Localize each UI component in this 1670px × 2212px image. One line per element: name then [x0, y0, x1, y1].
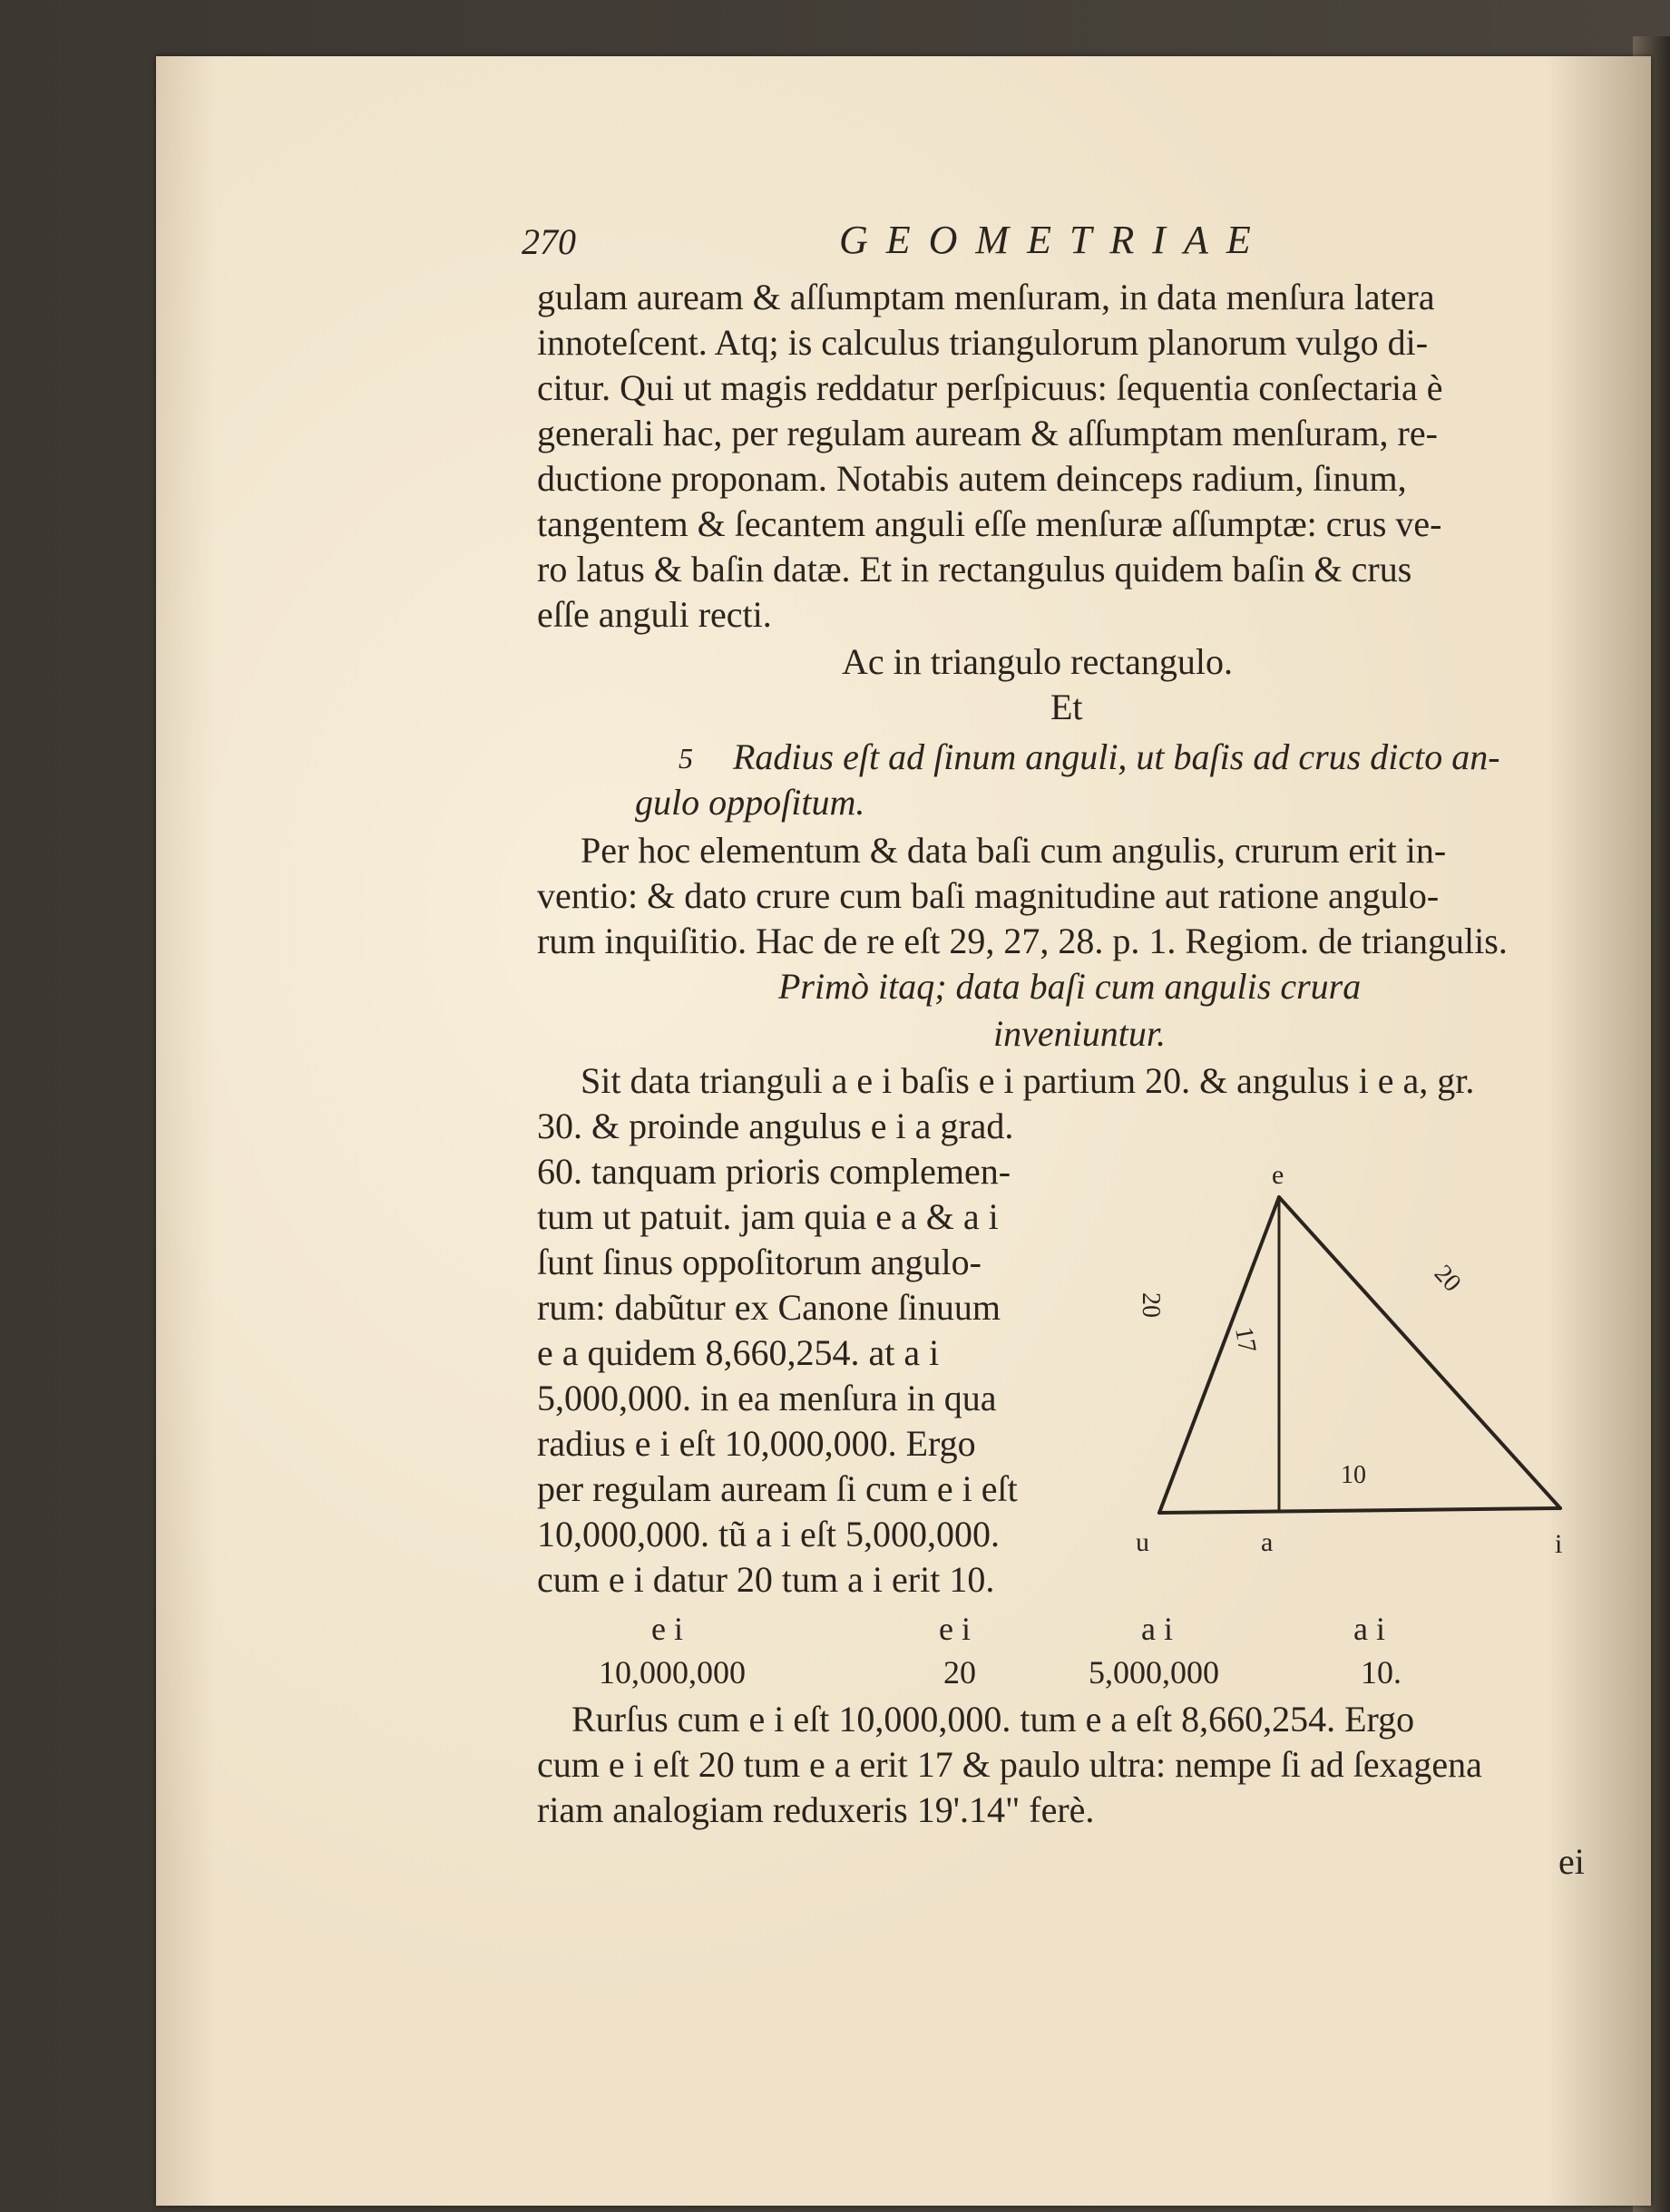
body-line: ſunt ſinus oppoſitorum angulo-	[537, 1242, 981, 1282]
calc-header: e i	[939, 1611, 971, 1647]
section-heading: Ac in triangulo rectangulo.	[842, 641, 1233, 682]
calc-header: a i	[1141, 1611, 1173, 1647]
vertex-label-left: u	[1136, 1527, 1149, 1557]
calc-header: e i	[651, 1611, 683, 1647]
triangle-hypotenuse	[1279, 1197, 1560, 1508]
body-line: Sit data trianguli a e i baſis e i partium 20. & angulus i e a, gr.	[581, 1060, 1475, 1101]
proposition-line: gulo oppoſitum.	[635, 782, 865, 823]
side-label-hypotenuse: 20	[1428, 1259, 1467, 1298]
body-line: 10,000,000. tũ a i eſt 5,000,000.	[537, 1514, 1000, 1554]
body-line: gulam auream & aſſumptam menſuram, in data menſura latera	[537, 277, 1435, 317]
altitude-label: 17	[1229, 1324, 1262, 1355]
triangle-figure	[1116, 1134, 1587, 1569]
body-line: Rurſus cum e i eſt 10,000,000. tum e a eſt 8,660,254. Ergo	[571, 1699, 1415, 1739]
triangle-base	[1159, 1508, 1560, 1513]
subheading-line: inveniuntur.	[993, 1013, 1166, 1054]
body-line: rum inquiſitio. Hac de re eſt 29, 27, 28. p. 1. Regiom. de triangulis.	[537, 921, 1508, 961]
section-subheading: Et	[1050, 687, 1083, 727]
body-line: 30. & proinde angulus e i a grad.	[537, 1106, 1014, 1146]
body-line: 60. tanquam prioris complemen-	[537, 1151, 1011, 1192]
body-line: Per hoc elementum & data baſi cum angulis, crurum erit in-	[581, 830, 1447, 871]
triangle-left-side	[1159, 1197, 1279, 1513]
vertex-label-top: e	[1272, 1160, 1284, 1190]
body-line: cum e i datur 20 tum a i erit 10.	[537, 1559, 995, 1600]
body-line: radius e i eſt 10,000,000. Ergo	[537, 1423, 976, 1464]
body-line: ductione proponam. Notabis autem deinceps radium, ſinum,	[537, 458, 1407, 499]
body-line: per regulam auream ſi cum e i eſt	[537, 1468, 1018, 1509]
catchword: ei	[1558, 1841, 1585, 1882]
body-line: generali hac, per regulam auream & aſſumptam menſuram, re-	[537, 413, 1438, 453]
base-segment-label: 10	[1341, 1461, 1366, 1489]
proposition-line: Radius eſt ad ſinum anguli, ut baſis ad crus dicto an-	[733, 736, 1500, 777]
side-label-left: 20	[1137, 1292, 1165, 1318]
body-line: riam analogiam reduxeris 19'.14" ferè.	[537, 1789, 1095, 1830]
calc-value: 5,000,000	[1089, 1654, 1219, 1691]
page-number: 270	[522, 221, 576, 262]
body-line: cum e i eſt 20 tum e a erit 17 & paulo ultra: nempe ſi ad ſexagena	[537, 1744, 1482, 1785]
body-line: innoteſcent. Atq; is calculus triangulorum planorum vulgo di-	[537, 322, 1429, 363]
body-line: ro latus & baſin datæ. Et in rectangulus quidem baſin & crus	[537, 549, 1412, 590]
body-line: e a quidem 8,660,254. at a i	[537, 1332, 940, 1373]
body-line: citur. Qui ut magis reddatur perſpicuus: ſequentia conſectaria è	[537, 367, 1443, 408]
body-line: eſſe anguli recti.	[537, 594, 772, 635]
body-line: tum ut patuit. jam quia e a & a i	[537, 1196, 999, 1237]
calc-value: 10,000,000	[599, 1654, 746, 1691]
body-line: ventio: & dato crure cum baſi magnitudine aut ratione angulo-	[537, 875, 1440, 916]
body-line: tangentem & ſecantem anguli eſſe menſuræ aſſumptæ: crus ve-	[537, 503, 1442, 544]
running-title: GEOMETRIAE	[839, 218, 1269, 262]
vertex-label-right: i	[1555, 1529, 1563, 1559]
vertex-label-foot: a	[1261, 1527, 1274, 1557]
subheading-line: Primò itaq; data baſi cum angulis crura	[778, 966, 1362, 1007]
calc-value: 10.	[1361, 1654, 1401, 1691]
body-line: 5,000,000. in ea menſura in qua	[537, 1378, 997, 1418]
calc-header: a i	[1353, 1611, 1385, 1647]
proposition-number: 5	[679, 742, 693, 775]
calc-value: 20	[943, 1654, 976, 1691]
body-line: rum: dabũtur ex Canone ſinuum	[537, 1287, 1001, 1328]
